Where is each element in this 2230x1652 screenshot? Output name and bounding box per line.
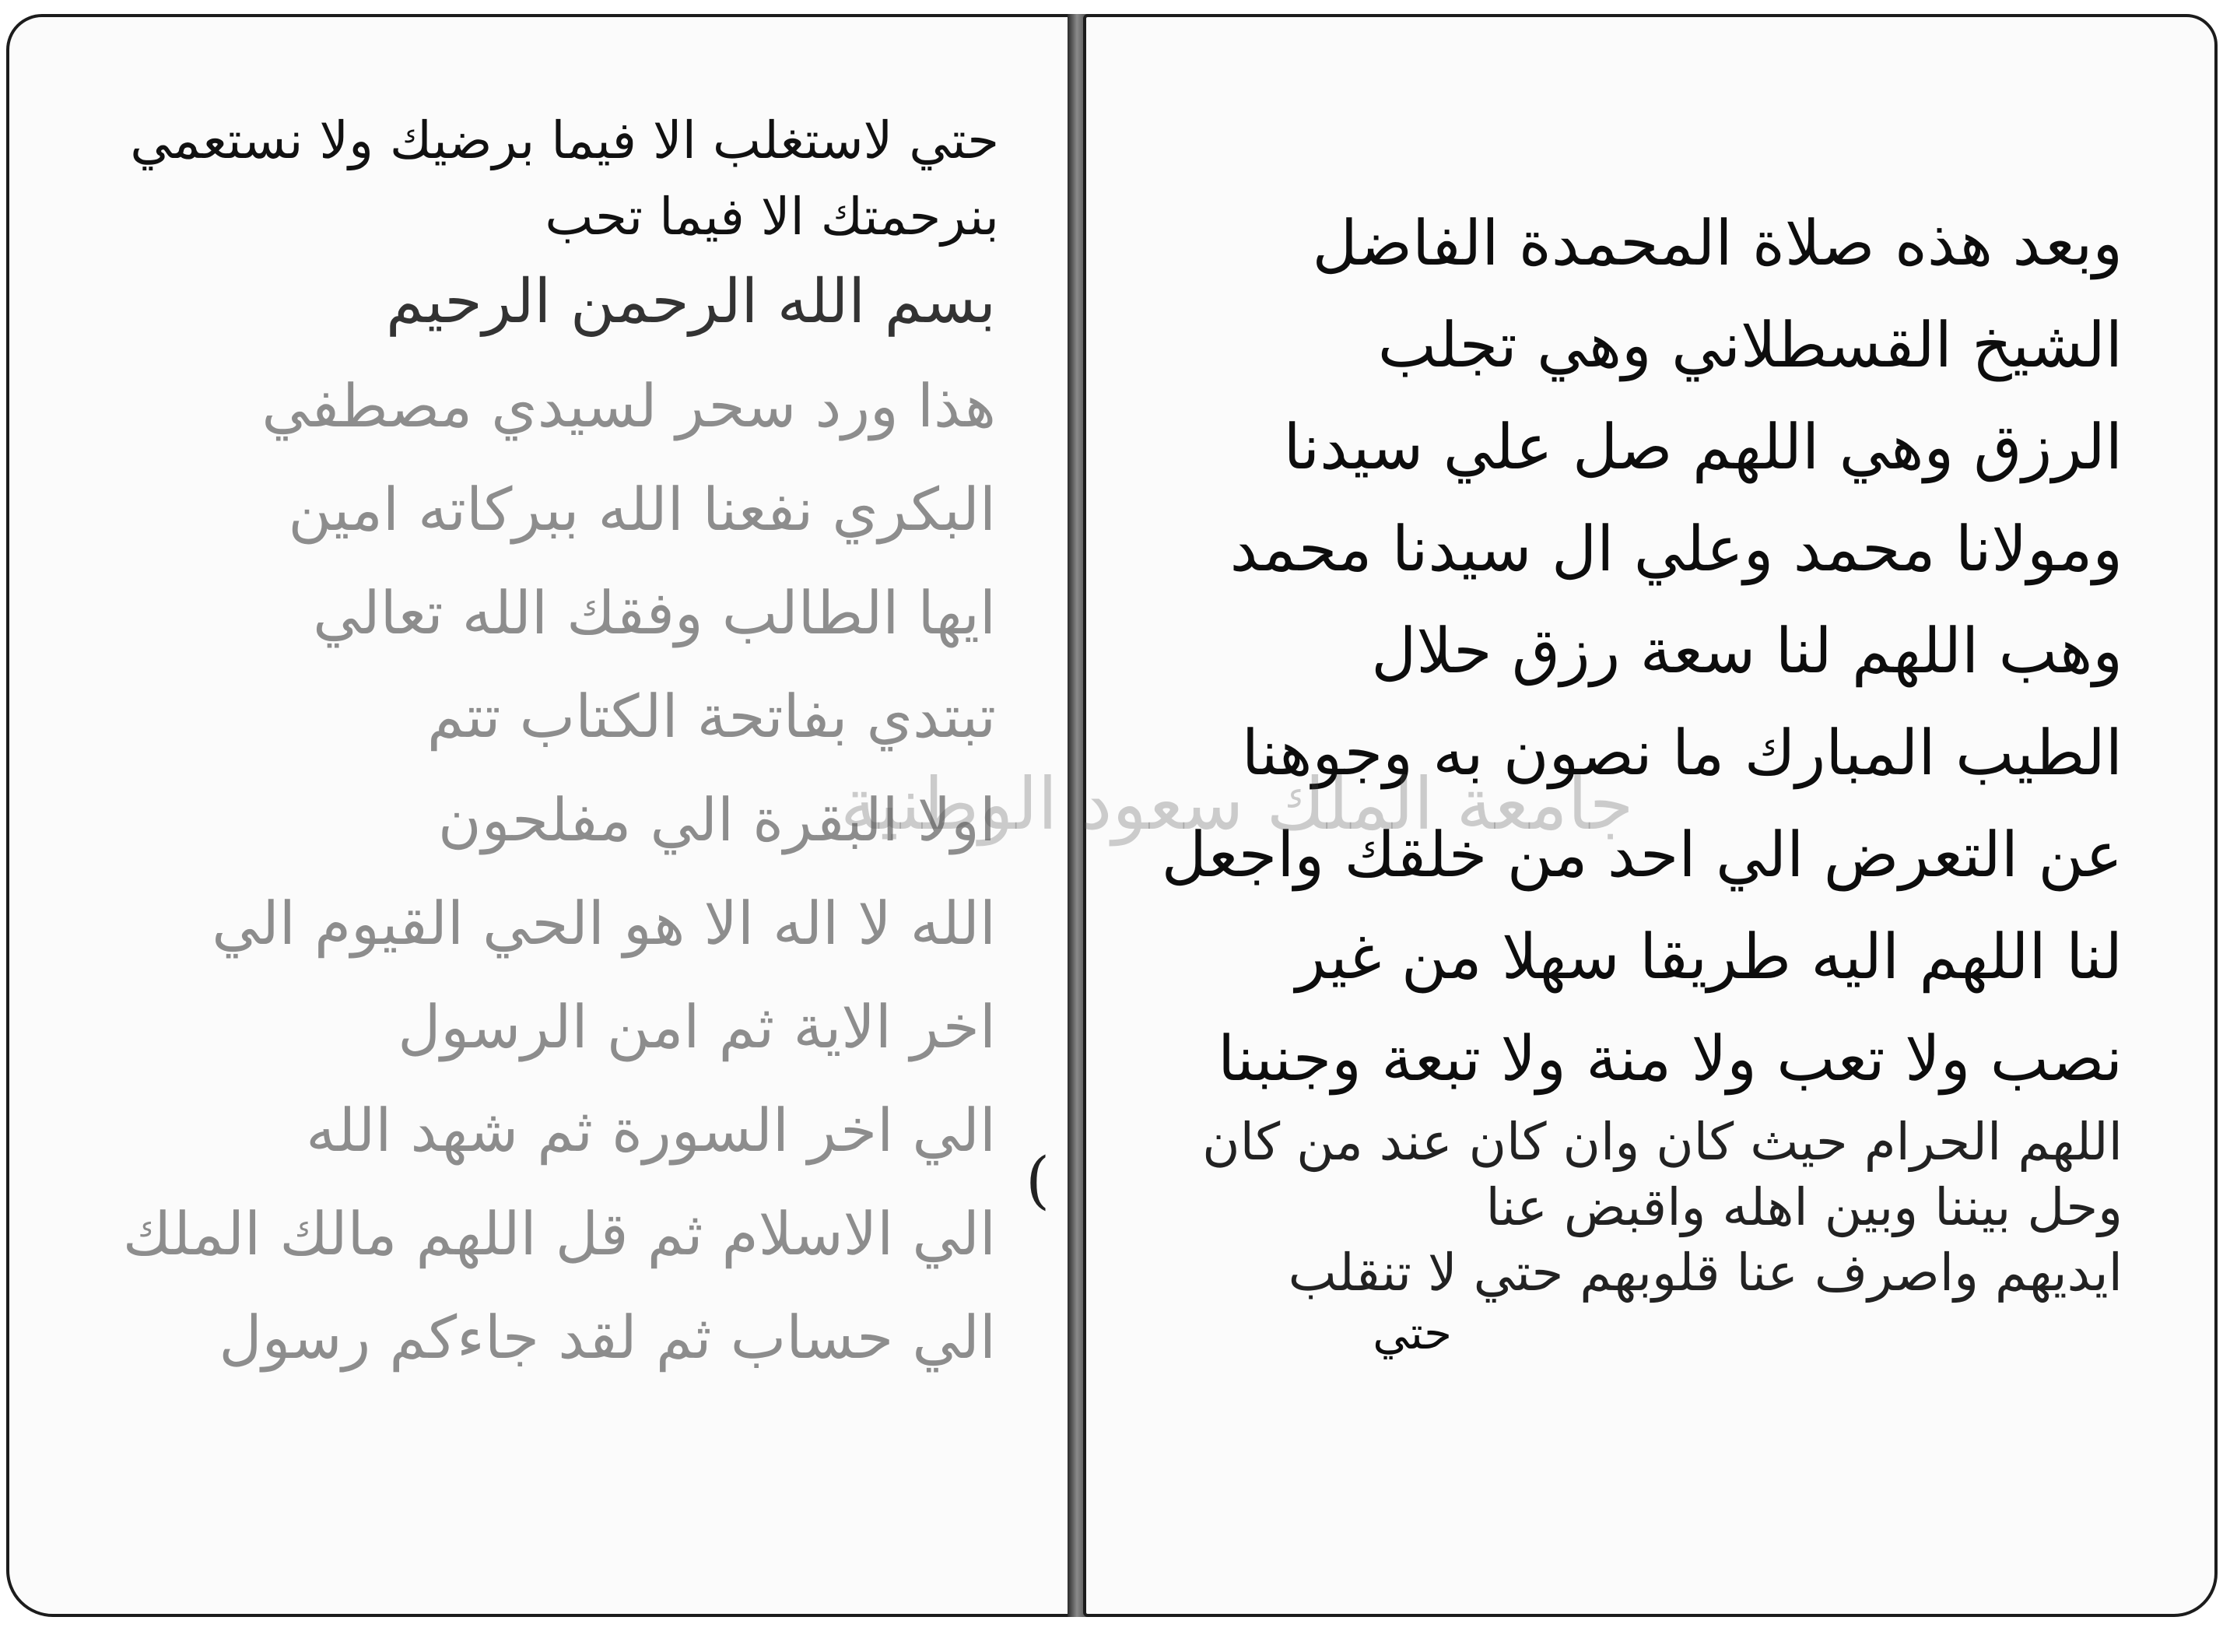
manuscript-line: نصب ولا تعب ولا منة ولا تبعة وجنبنا <box>1217 1022 2123 1095</box>
manuscript-line: البكري نفعنا الله ببركاته امين <box>288 475 996 544</box>
margin-mark: ( <box>1026 1144 1050 1216</box>
manuscript-line: وحل بيننا وبين اهله واقبض عنا <box>1485 1177 2123 1237</box>
manuscript-line: ايها الطالب وفقك الله تعالي <box>313 578 996 647</box>
manuscript-line: اولا البقرة الي مفلحون <box>437 785 996 854</box>
manuscript-line: الله لا اله الا هو الحي القيوم الي <box>212 889 996 958</box>
manuscript-line: حتي لاستغلب الا فيما برضيك ولا نستعمي <box>130 110 999 170</box>
manuscript-line: لنا اللهم اليه طريقا سهلا من غير <box>1296 921 2123 993</box>
manuscript-line: وهب اللهم لنا سعة رزق حلال <box>1371 615 2123 687</box>
manuscript-line: اخر الاية ثم امن الرسول <box>398 992 996 1061</box>
manuscript-line: الشيخ القسطلاني وهي تجلب <box>1377 309 2123 381</box>
library-watermark: جامعة الملك سعود الوطنية <box>840 763 1634 846</box>
manuscript-line: بنرحمتك الا فيما تحب <box>545 187 999 247</box>
manuscript-line: عن التعرض الي احد من خلقك واجعل <box>1161 819 2123 891</box>
manuscript-line: ايديهم واصرف عنا قلوبهم حتي لا تنقلب <box>1288 1243 2123 1303</box>
left-page-header <box>9 103 1071 255</box>
manuscript-line: الي اخر السورة ثم شهد الله <box>306 1096 996 1165</box>
basmala-line: بسم الله الرحمن الرحيم <box>386 267 996 337</box>
manuscript-line: ومولانا محمد وعلي ال سيدنا محمد <box>1229 513 2123 585</box>
catchword: حتي <box>1373 1307 1452 1359</box>
manuscript-line: الرزق وهي اللهم صل علي سيدنا <box>1283 411 2123 483</box>
manuscript-line: الطيب المبارك ما نصون به وجوهنا <box>1241 717 2123 789</box>
manuscript-line: تبتدي بفاتحة الكتاب تتم <box>426 682 996 751</box>
manuscript-line: وبعد هذه صلاة المحمدة الفاضل <box>1312 207 2123 279</box>
manuscript-line: الي حساب ثم لقد جاءكم رسول <box>219 1303 996 1372</box>
manuscript-line: هذا ورد سحر لسيدي مصطفي <box>261 371 996 440</box>
manuscript-line: اللهم الحرام حيث كان وان كان عند من كان <box>1202 1112 2123 1172</box>
manuscript-line: الي الاسلام ثم قل اللهم مالك الملك <box>122 1199 996 1268</box>
